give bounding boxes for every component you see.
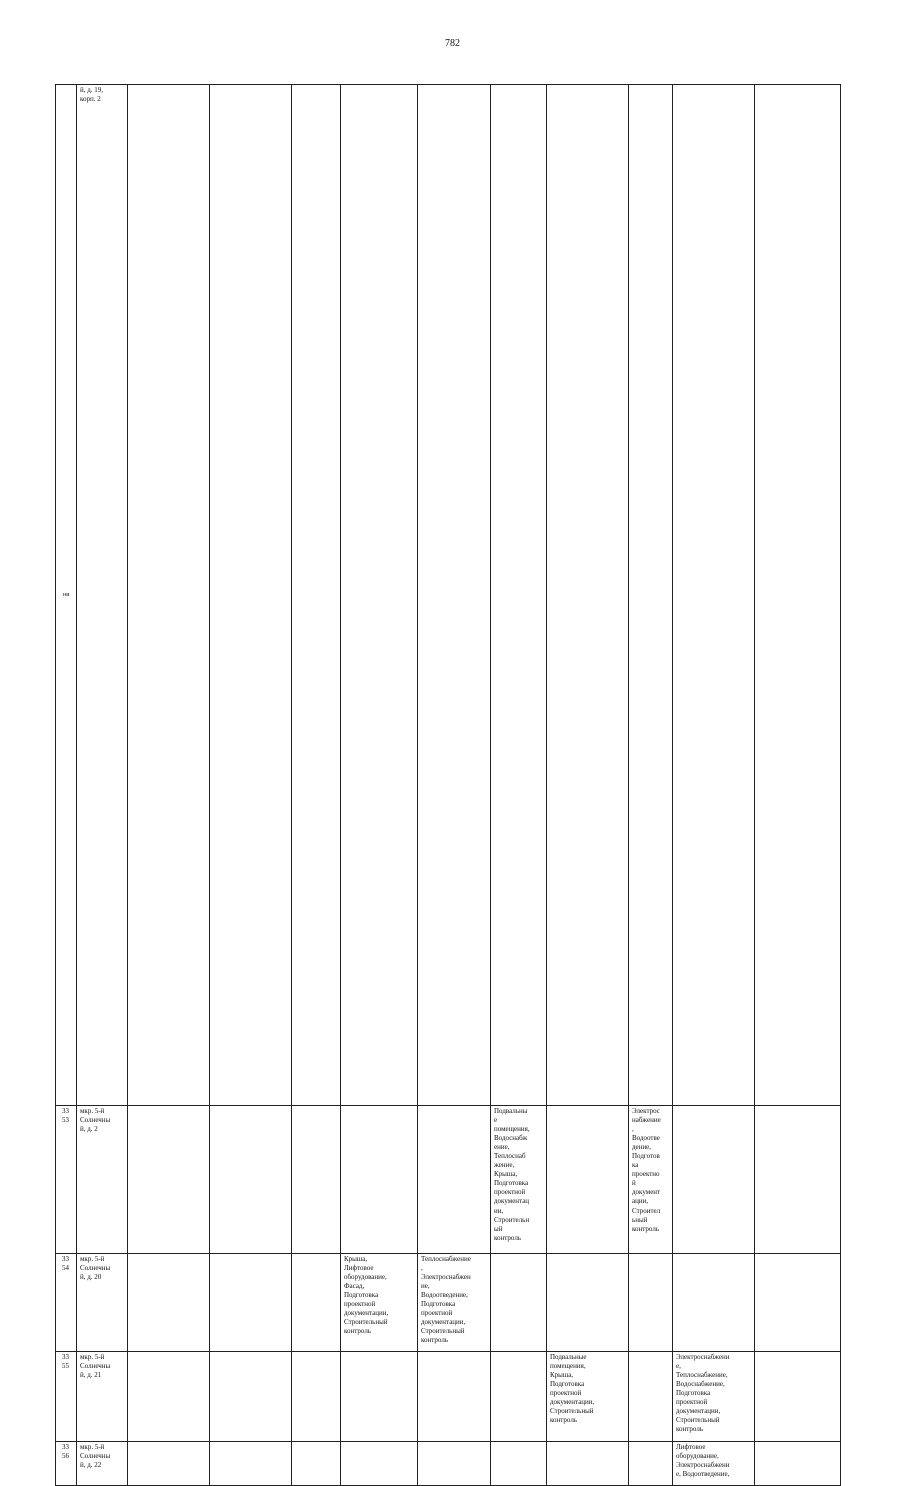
work-types-cell bbox=[491, 1253, 547, 1351]
row-number-cell: 33 55 bbox=[56, 1351, 77, 1441]
work-types-cell: Теплоснабжение , Электроснабжен ие, Водоотведение, Подготовка проектной документации, Строительный контроль bbox=[418, 1253, 491, 1351]
work-types-cell bbox=[491, 1351, 547, 1441]
work-types-cell bbox=[128, 1253, 210, 1351]
work-types-cell bbox=[547, 85, 629, 1106]
work-types-cell bbox=[418, 85, 491, 1106]
work-types-cell bbox=[341, 1351, 418, 1441]
work-types-cell bbox=[210, 1253, 292, 1351]
work-types-cell bbox=[547, 1105, 629, 1253]
work-types-cell bbox=[128, 1105, 210, 1253]
work-types-cell bbox=[673, 1105, 755, 1253]
work-types-cell bbox=[292, 1105, 341, 1253]
work-types-cell: Лифтовое оборудование, Электроснабжени е, Водоотведение, bbox=[673, 1441, 755, 1485]
work-types-cell bbox=[418, 1351, 491, 1441]
address-cell: мкр. 5-й Солнечны й, д. 2 bbox=[77, 1105, 128, 1253]
work-types-cell bbox=[755, 1105, 841, 1253]
row-number-cell: 33 54 bbox=[56, 1253, 77, 1351]
work-types-cell bbox=[210, 85, 292, 1106]
work-types-cell bbox=[755, 1253, 841, 1351]
address-cell: мкр. 5-й Солнечны й, д. 20 bbox=[77, 1253, 128, 1351]
work-types-cell bbox=[755, 85, 841, 1106]
work-types-cell bbox=[210, 1351, 292, 1441]
work-types-cell bbox=[292, 1351, 341, 1441]
table-row bbox=[56, 1441, 841, 1485]
work-types-cell bbox=[755, 1441, 841, 1485]
work-types-cell bbox=[292, 1253, 341, 1351]
work-types-cell bbox=[418, 1105, 491, 1253]
address-cell: мкр. 5-й Солнечны й, д. 22 bbox=[77, 1441, 128, 1485]
work-types-cell bbox=[629, 1351, 673, 1441]
work-types-cell bbox=[341, 85, 418, 1106]
address-cell: й, д. 19, корп. 2 bbox=[77, 85, 128, 1106]
page-number: 782 bbox=[445, 38, 460, 49]
work-types-cell bbox=[755, 1351, 841, 1441]
table-row bbox=[56, 1105, 841, 1253]
work-types-cell bbox=[210, 1441, 292, 1485]
work-types-cell bbox=[418, 1441, 491, 1485]
work-types-cell bbox=[547, 1253, 629, 1351]
work-types-cell bbox=[128, 1351, 210, 1441]
work-types-cell bbox=[491, 1441, 547, 1485]
footer-mark: ни bbox=[63, 592, 70, 598]
work-types-cell bbox=[292, 1441, 341, 1485]
work-types-cell: Электроснабжени е, Теплоснабжение, Водоснабжение, Подготовка проектной документации, Строительный контроль bbox=[673, 1351, 755, 1441]
work-types-cell bbox=[292, 85, 341, 1106]
work-types-cell bbox=[629, 1441, 673, 1485]
work-types-cell bbox=[629, 1253, 673, 1351]
work-types-cell bbox=[629, 85, 673, 1106]
table-row bbox=[56, 1253, 841, 1351]
table-row bbox=[56, 1351, 841, 1441]
table-row bbox=[56, 85, 841, 1106]
work-types-cell: Подвальны е помещения, Водоснабж ение, Теплоснаб жение, Крыша, Подготовка проектной документац ии, Строительн ый контроль bbox=[491, 1105, 547, 1253]
work-types-cell bbox=[673, 85, 755, 1106]
row-number-cell: 33 53 bbox=[56, 1105, 77, 1253]
work-types-cell bbox=[128, 85, 210, 1106]
work-types-cell bbox=[341, 1105, 418, 1253]
work-types-cell: Электрос набжение , Водоотве дение, Подготов ка проектно й документ ации, Строител ьный контроль bbox=[629, 1105, 673, 1253]
work-types-cell bbox=[128, 1441, 210, 1485]
capital-repair-table bbox=[55, 84, 841, 1486]
address-cell: мкр. 5-й Солнечны й, д. 21 bbox=[77, 1351, 128, 1441]
row-number-cell: 33 56 bbox=[56, 1441, 77, 1485]
work-types-cell bbox=[210, 1105, 292, 1253]
work-types-cell bbox=[341, 1441, 418, 1485]
work-types-cell: Подвальные помещения, Крыша, Подготовка проектной документации, Строительный контроль bbox=[547, 1351, 629, 1441]
work-types-cell bbox=[491, 85, 547, 1106]
work-types-cell bbox=[547, 1441, 629, 1485]
work-types-cell bbox=[673, 1253, 755, 1351]
work-types-cell: Крыша, Лифтовое оборудование, Фасад, Подготовка проектной документации, Строительный контроль bbox=[341, 1253, 418, 1351]
